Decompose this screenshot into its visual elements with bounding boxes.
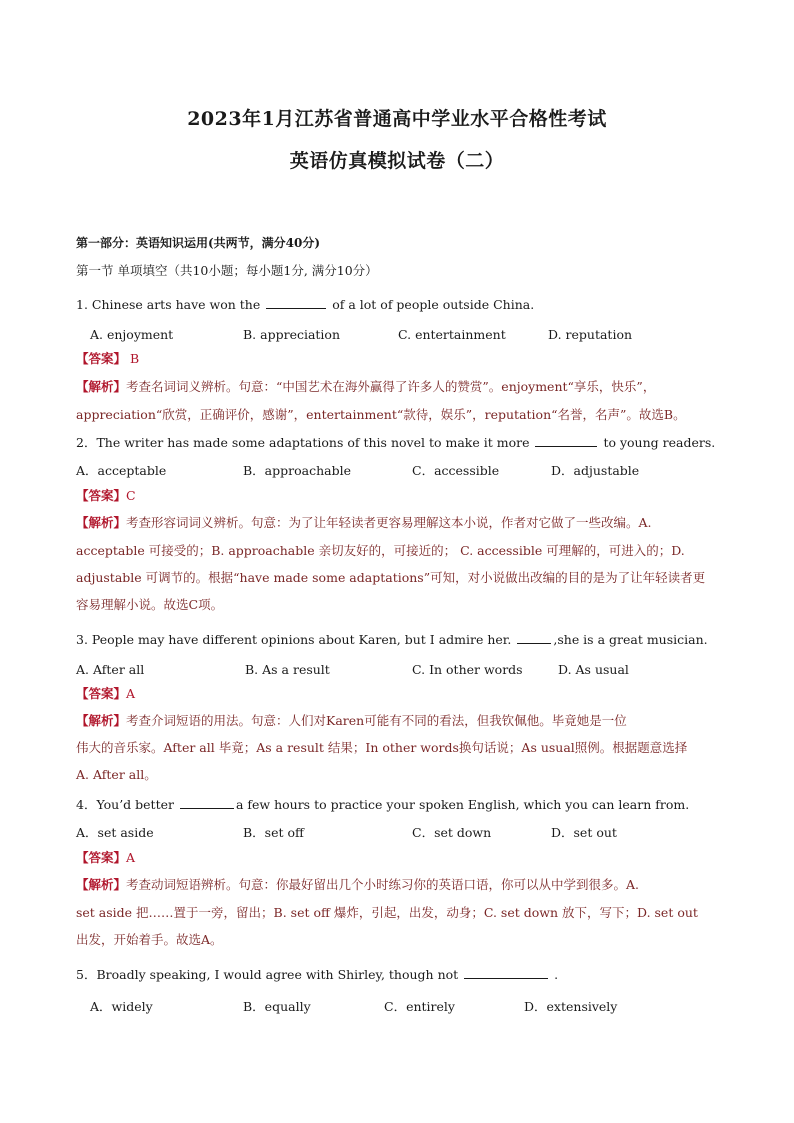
question-2-stem xyxy=(76,434,726,450)
option-c: C．accessible xyxy=(412,463,500,478)
analysis-text: 伟大的音乐家。After all 毕竟；As a result 结果；In other words换句话说；As usual照例。根据题意选择 xyxy=(76,740,688,755)
section-heading: 第一节 单项填空（共10小题；每小题1分, 满分10分） xyxy=(76,263,378,278)
option-c: C. entertainment xyxy=(398,327,506,342)
answer-line xyxy=(76,488,726,503)
exam-subtitle: 英语仿真模拟试卷（二） xyxy=(289,150,505,172)
option-a: A．set aside xyxy=(76,825,154,840)
analysis-text: appreciation“欣赏，正确评价，感谢”，entertainment“款待，娱乐”，reputation“名誉，名声”。故选B。 xyxy=(76,407,686,422)
option-a: A. enjoyment xyxy=(90,327,174,342)
question-stem-text: . xyxy=(554,967,559,982)
analysis-text: 考查形容词词义辨析。句意：为了让年轻读者更容易理解这本小说，作者对它做了一些改编。A. xyxy=(126,515,652,530)
option-d: D．adjustable xyxy=(551,463,640,478)
analysis-text: 考查名词词义辨析。句意：“中国艺术在海外赢得了许多人的赞赏”。enjoyment“享乐，快乐”， xyxy=(126,379,656,394)
analysis-text: adjustable 可调节的。根据“have made some adaptations”可知，对小说做出改编的目的是为了让年轻读者更 xyxy=(76,570,706,585)
answer-line xyxy=(76,850,726,865)
question-5-stem xyxy=(76,966,726,982)
analysis-text: acceptable 可接受的；B. approachable 亲切友好的，可接近的； C. accessible 可理解的，可进入的；D. xyxy=(76,543,685,558)
answer-value: C xyxy=(126,488,136,503)
answer-line xyxy=(76,351,726,366)
option-d: D．set out xyxy=(551,825,617,840)
option-c: C．entirely xyxy=(384,999,455,1014)
analysis-label: 【解析】 xyxy=(76,515,127,530)
answer-blank xyxy=(180,796,234,809)
question-3-stem xyxy=(76,631,726,647)
answer-label: 【答案】 xyxy=(76,488,127,503)
option-c: C．set down xyxy=(412,825,492,840)
answer-label: 【答案】 xyxy=(76,850,127,865)
option-d: D. reputation xyxy=(548,327,633,342)
analysis-label: 【解析】 xyxy=(76,713,127,728)
analysis-text: set aside 把……置于一旁，留出；B. set off 爆炸，引起，出发，动身；C. set down 放下，写下；D. set out xyxy=(76,905,698,920)
part-heading: 第一部分：英语知识运用(共两节，满分40分) xyxy=(76,236,321,250)
answer-line xyxy=(76,686,726,701)
analysis-line xyxy=(76,713,726,728)
option-b: B. appreciation xyxy=(243,327,341,342)
answer-blank xyxy=(535,434,597,447)
answer-blank xyxy=(464,966,548,979)
option-c: C. In other words xyxy=(412,662,523,677)
analysis-text: 容易理解小说。故选C项。 xyxy=(76,597,224,612)
option-a: A．widely xyxy=(90,999,153,1014)
option-b: B．set off xyxy=(243,825,304,840)
question-stem-text: 5．Broadly speaking, I would agree with Shirley, though not xyxy=(76,967,459,982)
analysis-label: 【解析】 xyxy=(76,877,127,892)
question-stem-text: ,she is a great musician. xyxy=(553,632,708,647)
analysis-text: 出发，开始着手。故选A。 xyxy=(76,932,223,947)
question-stem-text: 1. Chinese arts have won the xyxy=(76,297,261,312)
analysis-line xyxy=(76,515,726,530)
option-b: B．approachable xyxy=(243,463,351,478)
question-stem-text: of a lot of people outside China. xyxy=(332,297,535,312)
answer-value: A xyxy=(126,686,136,701)
question-stem-text: 3. People may have different opinions about Karen, but I admire her. xyxy=(76,632,512,647)
analysis-text: 考查介词短语的用法。句意：人们对Karen可能有不同的看法，但我钦佩他。毕竟她是一位 xyxy=(126,713,627,728)
answer-blank xyxy=(517,631,551,644)
question-stem-text: to young readers. xyxy=(603,435,716,450)
analysis-text: A. After all。 xyxy=(76,767,157,782)
answer-blank xyxy=(266,296,326,309)
question-stem-text: 2．The writer has made some adaptations of this novel to make it more xyxy=(76,435,530,450)
option-b: B．equally xyxy=(243,999,311,1014)
exam-title: 2023年1月江苏省普通高中学业水平合格性考试 xyxy=(187,108,607,130)
analysis-line xyxy=(76,877,726,892)
option-a: A. After all xyxy=(76,662,145,677)
analysis-label: 【解析】 xyxy=(76,379,127,394)
option-d: D. As usual xyxy=(558,662,629,677)
answer-label: 【答案】 xyxy=(76,351,127,366)
question-1-stem xyxy=(76,296,726,312)
analysis-line xyxy=(76,379,726,394)
answer-value: A xyxy=(126,850,136,865)
question-stem-text: 4．You’d better xyxy=(76,797,174,812)
answer-value: B xyxy=(126,351,140,366)
option-d: D．extensively xyxy=(524,999,618,1014)
answer-label: 【答案】 xyxy=(76,686,127,701)
question-stem-text: a few hours to practice your spoken English, which you can learn from. xyxy=(235,797,690,812)
option-a: A．acceptable xyxy=(76,463,167,478)
question-4-stem xyxy=(76,796,726,812)
option-b: B. As a result xyxy=(245,662,330,677)
analysis-text: 考查动词短语辨析。句意：你最好留出几个小时练习你的英语口语，你可以从中学到很多。A. xyxy=(126,877,640,892)
